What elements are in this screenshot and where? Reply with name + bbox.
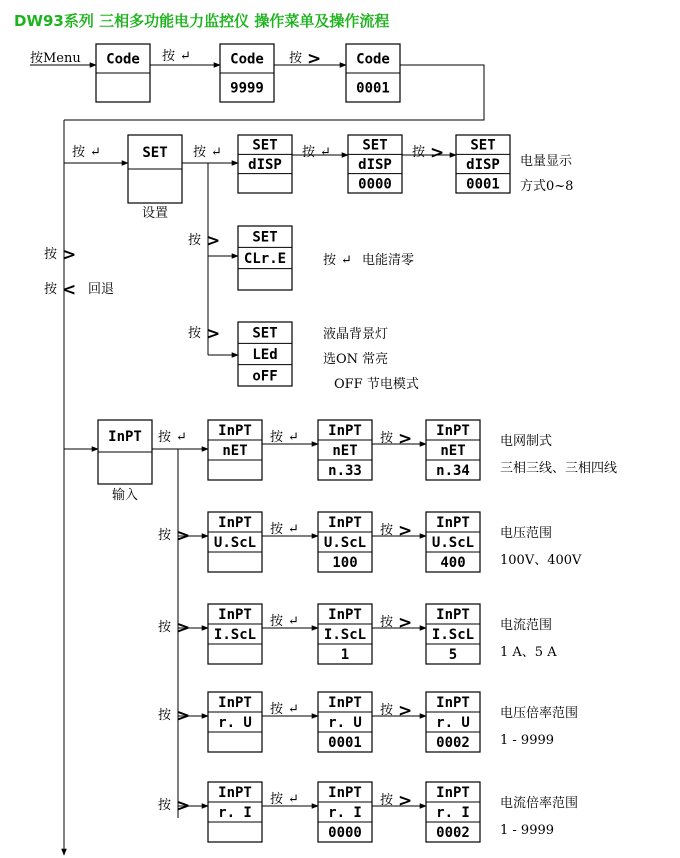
input-row3-enter-label: 按 <box>270 702 284 717</box>
code-display-2 <box>220 44 274 102</box>
lcd-text: nET <box>440 443 466 459</box>
input-row3-display-3 <box>426 692 480 752</box>
input-row0-enter-label: 按 <box>270 430 284 445</box>
lcd-text: 0002 <box>436 825 470 841</box>
input-row4-enter-label: 按 <box>270 792 284 807</box>
lcd-text: InPT <box>436 607 470 623</box>
set-clr-right-right-symbol: > <box>206 231 221 251</box>
input-row1-enter-label: 按 <box>270 522 284 537</box>
lcd-text: n.33 <box>328 463 362 479</box>
lcd-text: SET <box>252 137 278 154</box>
lcd-text: dISP <box>248 157 282 173</box>
set-led-right-label: 按 <box>188 326 202 341</box>
input-row2-note-2: 1 A、5 A <box>500 645 557 660</box>
lcd-text: InPT <box>328 785 362 801</box>
lcd-text: r. I <box>328 805 362 821</box>
input-row1-enter-enter-symbol: ↵ <box>288 522 299 537</box>
input-row0-display-3 <box>426 420 480 480</box>
set-disp-right-right-symbol: > <box>430 143 445 163</box>
set-enter-enter-symbol: ↵ <box>90 145 101 160</box>
lcd-text: InPT <box>108 429 142 445</box>
lcd-text: dISP <box>466 157 500 173</box>
set-enter-label: 按 <box>72 145 86 160</box>
lcd-text: U.ScL <box>323 535 367 551</box>
input-row2-enter-enter-symbol: ↵ <box>288 614 299 629</box>
set-clr-display <box>238 226 292 290</box>
input-row4-note-1: 电流倍率范围 <box>500 796 579 811</box>
lcd-text: I.ScL <box>323 627 367 643</box>
input-row3-right-right-symbol: > <box>176 706 191 726</box>
set-disp-display-2 <box>348 135 402 193</box>
lcd-text: SET <box>362 137 388 154</box>
lcd-text: 0000 <box>358 176 392 193</box>
lcd-text: n.34 <box>436 463 470 479</box>
input-row3-right2-label: 按 <box>380 703 394 718</box>
lcd-text: r. I <box>218 805 252 821</box>
set-enter-2-enter-symbol: ↵ <box>211 145 222 160</box>
lcd-text: dISP <box>358 157 392 173</box>
set-enter-2-label: 按 <box>193 145 207 160</box>
set-disp-enter-label: 按 <box>302 145 316 160</box>
lcd-text: 5 <box>448 647 458 663</box>
input-row0-enter-enter-symbol: ↵ <box>288 430 299 445</box>
input-row2-enter-label: 按 <box>270 614 284 629</box>
lcd-text: InPT <box>436 695 470 711</box>
set-disp-right-label: 按 <box>412 145 426 160</box>
input-enter-enter-symbol: ↵ <box>176 430 187 445</box>
code-right-label: 按 <box>289 51 303 66</box>
input-row1-display-2 <box>318 512 372 572</box>
code-display-1 <box>96 44 150 102</box>
lcd-text: 0001 <box>328 735 362 751</box>
input-row3-display-2 <box>318 692 372 752</box>
input-row4-display-1 <box>208 782 262 842</box>
lcd-text: InPT <box>218 423 252 439</box>
input-row1-display-3 <box>426 512 480 572</box>
lcd-text: InPT <box>436 785 470 801</box>
input-row1-display-1 <box>208 512 262 572</box>
lcd-text: 400 <box>440 555 466 571</box>
set-disp-display-1 <box>238 135 292 193</box>
set-disp-note-2: 方式0~8 <box>520 179 574 194</box>
side-back-press: 按 <box>44 282 58 297</box>
lcd-text: 0002 <box>436 735 470 751</box>
input-row1-right2-label: 按 <box>380 523 394 538</box>
lcd-text: Code <box>230 51 264 68</box>
lcd-text: InPT <box>218 515 252 531</box>
input-row4-right-label: 按 <box>158 798 172 813</box>
lcd-text: InPT <box>328 607 362 623</box>
input-row2-right-label: 按 <box>158 620 172 635</box>
input-row0-note-1: 电网制式 <box>500 434 553 449</box>
lcd-text: SET <box>470 137 496 154</box>
lcd-text: r. U <box>436 715 470 731</box>
input-row0-right2-right-symbol: > <box>398 429 413 449</box>
side-right-right-symbol: > <box>62 245 77 265</box>
input-row2-right-right-symbol: > <box>176 618 191 638</box>
input-row0-note-2: 三相三线、三相四线 <box>500 461 618 476</box>
input-row2-display-3 <box>426 604 480 664</box>
code-enter-enter-symbol: ↵ <box>180 49 191 64</box>
lcd-text: SET <box>252 229 278 246</box>
lcd-text: r. I <box>436 805 470 821</box>
input-row0-right2-label: 按 <box>380 431 394 446</box>
input-row4-note-2: 1 - 9999 <box>500 823 555 838</box>
led-note-1: 液晶背景灯 <box>323 327 389 342</box>
input-row1-note-2: 100V、400V <box>500 553 582 568</box>
side-back-label: 回退 <box>88 282 115 297</box>
side-left-symbol: < <box>62 280 77 300</box>
set-disp-display-3 <box>456 135 510 193</box>
lcd-text: InPT <box>328 515 362 531</box>
lcd-text: U.ScL <box>213 535 257 551</box>
lcd-text: InPT <box>218 607 252 623</box>
input-row1-right-label: 按 <box>158 528 172 543</box>
input-row3-note-2: 1 - 9999 <box>500 733 555 748</box>
input-row0-display-1 <box>208 420 262 480</box>
set-disp-note-1: 电量显示 <box>520 154 573 169</box>
lcd-text: SET <box>252 325 278 342</box>
input-row2-display-2 <box>318 604 372 664</box>
lcd-text: InPT <box>436 515 470 531</box>
input-label: 输入 <box>111 488 139 503</box>
input-row1-right2-right-symbol: > <box>398 521 413 541</box>
lcd-text: I.ScL <box>213 627 257 643</box>
input-display <box>98 420 152 484</box>
input-row2-note-1: 电流范围 <box>500 618 553 633</box>
set-clr-right-label: 按 <box>188 233 202 248</box>
input-row2-right2-label: 按 <box>380 615 394 630</box>
input-row4-right2-right-symbol: > <box>398 791 413 811</box>
lcd-text: nET <box>222 443 248 459</box>
input-row1-note-1: 电压范围 <box>500 526 553 541</box>
set-label: 设置 <box>141 206 169 221</box>
clr-note: 电能清零 <box>362 253 415 268</box>
lcd-text: InPT <box>328 423 362 439</box>
clr-enter-symbol: ↵ <box>341 253 352 268</box>
lcd-text: Code <box>106 51 140 68</box>
menu-press-label: 按Menu <box>30 51 81 66</box>
lcd-text: 100 <box>332 555 358 571</box>
set-led-right-right-symbol: > <box>206 324 221 344</box>
input-row4-right2-label: 按 <box>380 793 394 808</box>
code-enter-label: 按 <box>162 49 176 64</box>
set-disp-enter-enter-symbol: ↵ <box>320 145 331 160</box>
lcd-text: LEd <box>252 347 278 363</box>
lcd-text: 0000 <box>328 825 362 841</box>
lcd-text: CLr.E <box>243 251 287 267</box>
input-row1-right-right-symbol: > <box>176 526 191 546</box>
input-row3-display-1 <box>208 692 262 752</box>
lcd-text: r. U <box>328 715 362 731</box>
lcd-text: InPT <box>218 785 252 801</box>
input-row3-right2-right-symbol: > <box>398 701 413 721</box>
input-row4-display-3 <box>426 782 480 842</box>
lcd-text: 0001 <box>466 176 500 193</box>
lcd-text: 1 <box>340 647 350 663</box>
led-note-3: OFF 节电模式 <box>334 377 419 392</box>
lcd-text: oFF <box>252 368 278 385</box>
side-right-label: 按 <box>44 247 58 262</box>
code-right-right-symbol: > <box>307 49 322 69</box>
lcd-text: Code <box>356 51 390 68</box>
set-display <box>128 135 182 203</box>
lcd-text: SET <box>142 145 168 161</box>
input-row0-display-2 <box>318 420 372 480</box>
input-row3-right-label: 按 <box>158 708 172 723</box>
input-enter-label: 按 <box>158 430 172 445</box>
lcd-text: InPT <box>218 695 252 711</box>
lcd-text: I.ScL <box>431 627 475 643</box>
input-row3-note-1: 电压倍率范围 <box>500 706 579 721</box>
diagram-title: DW93系列 三相多功能电力监控仪 操作菜单及操作流程 <box>14 12 390 30</box>
lcd-text: U.ScL <box>431 535 475 551</box>
led-note-2: 选ON 常亮 <box>323 352 389 367</box>
code-display-3 <box>346 44 400 102</box>
lcd-text: nET <box>332 443 358 459</box>
input-row4-display-2 <box>318 782 372 842</box>
input-row4-right-right-symbol: > <box>176 796 191 816</box>
lcd-text: InPT <box>436 423 470 439</box>
lcd-text: r. U <box>218 715 252 731</box>
lcd-text: InPT <box>328 695 362 711</box>
set-led-display <box>238 322 292 386</box>
input-row3-enter-enter-symbol: ↵ <box>288 702 299 717</box>
input-row4-enter-enter-symbol: ↵ <box>288 792 299 807</box>
input-row2-display-1 <box>208 604 262 664</box>
input-row2-right2-right-symbol: > <box>398 613 413 633</box>
lcd-text: 0001 <box>356 80 390 97</box>
clr-press-label: 按 <box>323 253 337 268</box>
lcd-text: 9999 <box>230 80 264 97</box>
